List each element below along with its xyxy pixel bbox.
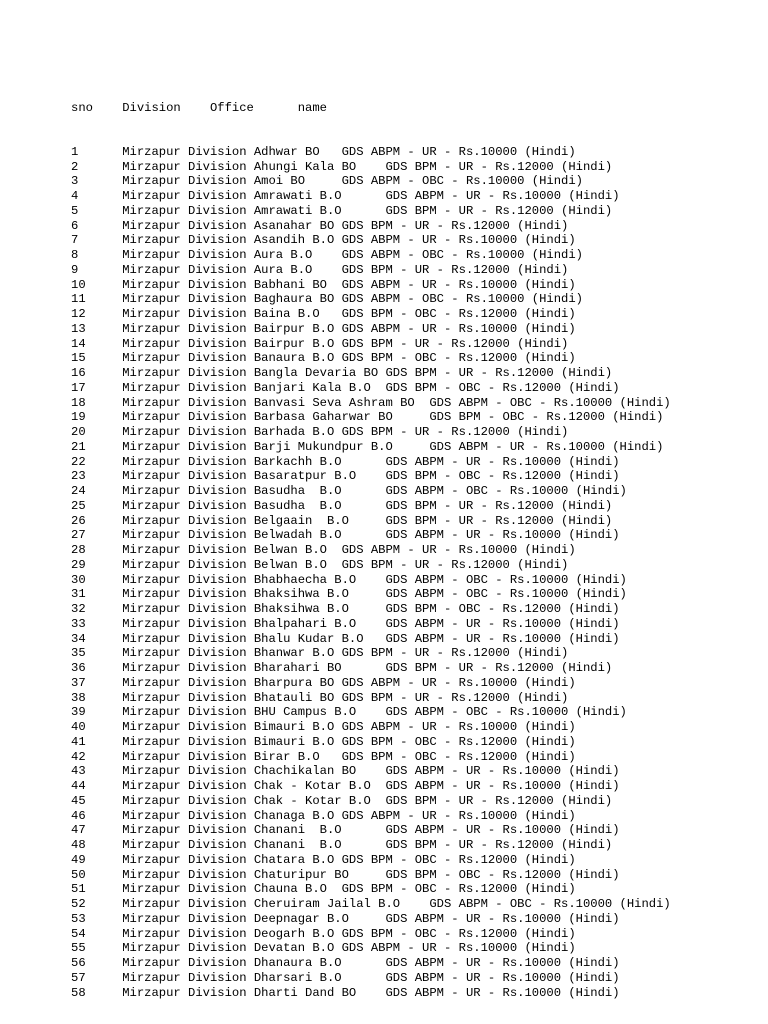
record-line: 16 Mirzapur Division Bangla Devaria BO GDS BPM - UR - Rs.12000 (Hindi) <box>71 366 613 380</box>
record-line: 55 Mirzapur Division Devatan B.O GDS ABPM - UR - Rs.10000 (Hindi) <box>71 941 576 956</box>
record-line: 28 Mirzapur Division Belwan B.O GDS ABPM - UR - Rs.10000 (Hindi) <box>71 543 576 557</box>
record-line: 29 Mirzapur Division Belwan B.O GDS BPM - UR - Rs.12000 (Hindi) <box>71 557 569 572</box>
record-line: 54 Mirzapur Division Deogarh B.O GDS BPM - OBC - Rs.12000 (Hindi) <box>71 926 576 941</box>
record-line: 23 Mirzapur Division Basaratpur B.O GDS BPM - OBC - Rs.12000 (Hindi) <box>71 469 620 484</box>
record-line: 35 Mirzapur Division Bhanwar B.O GDS BPM - UR - Rs.12000 (Hindi) <box>71 646 569 661</box>
record-line: 9 Mirzapur Division Aura B.O GDS BPM - UR - Rs.12000 (Hindi) <box>71 262 569 277</box>
record-line: 21 Mirzapur Division Barji Mukundpur B.O GDS ABPM - UR - Rs.10000 (Hindi) <box>71 439 664 454</box>
record-line: 22 Mirzapur Division Barkachh B.O GDS ABPM - UR - Rs.10000 (Hindi) <box>71 454 620 469</box>
record-line: 57 Mirzapur Division Dharsari B.O GDS ABPM - UR - Rs.10000 (Hindi) <box>71 970 620 985</box>
record-line: 5 Mirzapur Division Amrawati B.O GDS BPM - UR - Rs.12000 (Hindi) <box>71 203 613 218</box>
record-line: 6 Mirzapur Division Asanahar BO GDS BPM - UR - Rs.12000 (Hindi) <box>71 218 569 233</box>
record-line: 2 Mirzapur Division Ahungi Kala BO GDS BPM - UR - Rs.12000 (Hindi) <box>71 159 613 174</box>
record-line: 25 Mirzapur Division Basudha B.O GDS BPM - UR - Rs.12000 (Hindi) <box>71 498 613 513</box>
record-line: 45 Mirzapur Division Chak - Kotar B.O GDS BPM - UR - Rs.12000 (Hindi) <box>71 793 613 808</box>
record-line: 12 Mirzapur Division Baina B.O GDS BPM - OBC - Rs.12000 (Hindi) <box>71 307 576 321</box>
record-list <box>71 145 761 1001</box>
record-line: 3 Mirzapur Division Amoi BO GDS ABPM - OBC - Rs.10000 (Hindi) <box>71 174 583 189</box>
record-line: 32 Mirzapur Division Bhaksihwa B.O GDS BPM - OBC - Rs.12000 (Hindi) <box>71 602 620 616</box>
record-line: 11 Mirzapur Division Baghaura BO GDS ABPM - OBC - Rs.10000 (Hindi) <box>71 292 583 307</box>
record-line: 34 Mirzapur Division Bhalu Kudar B.O GDS ABPM - UR - Rs.10000 (Hindi) <box>71 631 620 646</box>
record-line: 7 Mirzapur Division Asandih B.O GDS ABPM - UR - Rs.10000 (Hindi) <box>71 233 576 248</box>
record-line: 37 Mirzapur Division Bharpura BO GDS ABPM - UR - Rs.10000 (Hindi) <box>71 675 576 690</box>
record-line: 20 Mirzapur Division Barhada B.O GDS BPM - UR - Rs.12000 (Hindi) <box>71 425 569 439</box>
record-line: 36 Mirzapur Division Bharahari BO GDS BPM - UR - Rs.12000 (Hindi) <box>71 661 613 675</box>
record-line: 51 Mirzapur Division Chauna B.O GDS BPM - OBC - Rs.12000 (Hindi) <box>71 882 576 897</box>
record-line: 48 Mirzapur Division Chanani B.O GDS BPM - UR - Rs.12000 (Hindi) <box>71 838 613 852</box>
record-line: 41 Mirzapur Division Bimauri B.O GDS BPM - OBC - Rs.12000 (Hindi) <box>71 734 576 749</box>
record-line: 18 Mirzapur Division Banvasi Seva Ashram BO GDS ABPM - OBC - Rs.10000 (Hindi) <box>71 395 671 410</box>
record-line: 31 Mirzapur Division Bhaksihwa B.O GDS ABPM - OBC - Rs.10000 (Hindi) <box>71 587 627 602</box>
record-line: 38 Mirzapur Division Bhatauli BO GDS BPM - UR - Rs.12000 (Hindi) <box>71 690 569 705</box>
record-line: 24 Mirzapur Division Basudha B.O GDS ABPM - OBC - Rs.10000 (Hindi) <box>71 484 627 498</box>
record-line: 4 Mirzapur Division Amrawati B.O GDS ABPM - UR - Rs.10000 (Hindi) <box>71 189 620 203</box>
record-line: 19 Mirzapur Division Barbasa Gaharwar BO GDS BPM - OBC - Rs.12000 (Hindi) <box>71 410 664 425</box>
record-line: 15 Mirzapur Division Banaura B.O GDS BPM - OBC - Rs.12000 (Hindi) <box>71 351 576 366</box>
record-line: 10 Mirzapur Division Babhani BO GDS ABPM - UR - Rs.10000 (Hindi) <box>71 277 576 292</box>
record-line: 39 Mirzapur Division BHU Campus B.O GDS ABPM - OBC - Rs.10000 (Hindi) <box>71 705 627 720</box>
record-line: 8 Mirzapur Division Aura B.O GDS ABPM - OBC - Rs.10000 (Hindi) <box>71 248 583 262</box>
record-line: 30 Mirzapur Division Bhabhaecha B.O GDS ABPM - OBC - Rs.10000 (Hindi) <box>71 572 627 587</box>
record-line: 46 Mirzapur Division Chanaga B.O GDS ABPM - UR - Rs.10000 (Hindi) <box>71 808 576 823</box>
record-line: 1 Mirzapur Division Adhwar BO GDS ABPM - UR - Rs.10000 (Hindi) <box>71 144 576 159</box>
record-line: 49 Mirzapur Division Chatara B.O GDS BPM - OBC - Rs.12000 (Hindi) <box>71 852 576 867</box>
record-line: 56 Mirzapur Division Dhanaura B.O GDS ABPM - UR - Rs.10000 (Hindi) <box>71 956 620 970</box>
record-line: 33 Mirzapur Division Bhalpahari B.O GDS ABPM - UR - Rs.10000 (Hindi) <box>71 616 620 631</box>
record-line: 42 Mirzapur Division Birar B.O GDS BPM - OBC - Rs.12000 (Hindi) <box>71 749 576 764</box>
record-line: 27 Mirzapur Division Belwadah B.O GDS ABPM - UR - Rs.10000 (Hindi) <box>71 528 620 543</box>
record-line: 40 Mirzapur Division Bimauri B.O GDS ABPM - UR - Rs.10000 (Hindi) <box>71 720 576 734</box>
record-line: 13 Mirzapur Division Bairpur B.O GDS ABPM - UR - Rs.10000 (Hindi) <box>71 321 576 336</box>
record-line: 43 Mirzapur Division Chachikalan BO GDS ABPM - UR - Rs.10000 (Hindi) <box>71 764 620 779</box>
record-line: 47 Mirzapur Division Chanani B.O GDS ABPM - UR - Rs.10000 (Hindi) <box>71 823 620 838</box>
record-line: 52 Mirzapur Division Cheruiram Jailal B.O GDS ABPM - OBC - Rs.10000 (Hindi) <box>71 897 671 911</box>
header-row: sno Division Office name <box>71 100 327 115</box>
record-line: 53 Mirzapur Division Deepnagar B.O GDS ABPM - UR - Rs.10000 (Hindi) <box>71 911 620 926</box>
record-line: 58 Mirzapur Division Dharti Dand BO GDS ABPM - UR - Rs.10000 (Hindi) <box>71 985 620 1000</box>
record-line: 50 Mirzapur Division Chaturipur BO GDS BPM - OBC - Rs.12000 (Hindi) <box>71 867 620 882</box>
record-line: 44 Mirzapur Division Chak - Kotar B.O GDS ABPM - UR - Rs.10000 (Hindi) <box>71 779 620 793</box>
record-line: 14 Mirzapur Division Bairpur B.O GDS BPM - UR - Rs.12000 (Hindi) <box>71 336 569 351</box>
document-text <box>71 71 761 1015</box>
record-line: 26 Mirzapur Division Belgaain B.O GDS BPM - UR - Rs.12000 (Hindi) <box>71 513 613 528</box>
record-line: 17 Mirzapur Division Banjari Kala B.O GDS BPM - OBC - Rs.12000 (Hindi) <box>71 380 620 395</box>
